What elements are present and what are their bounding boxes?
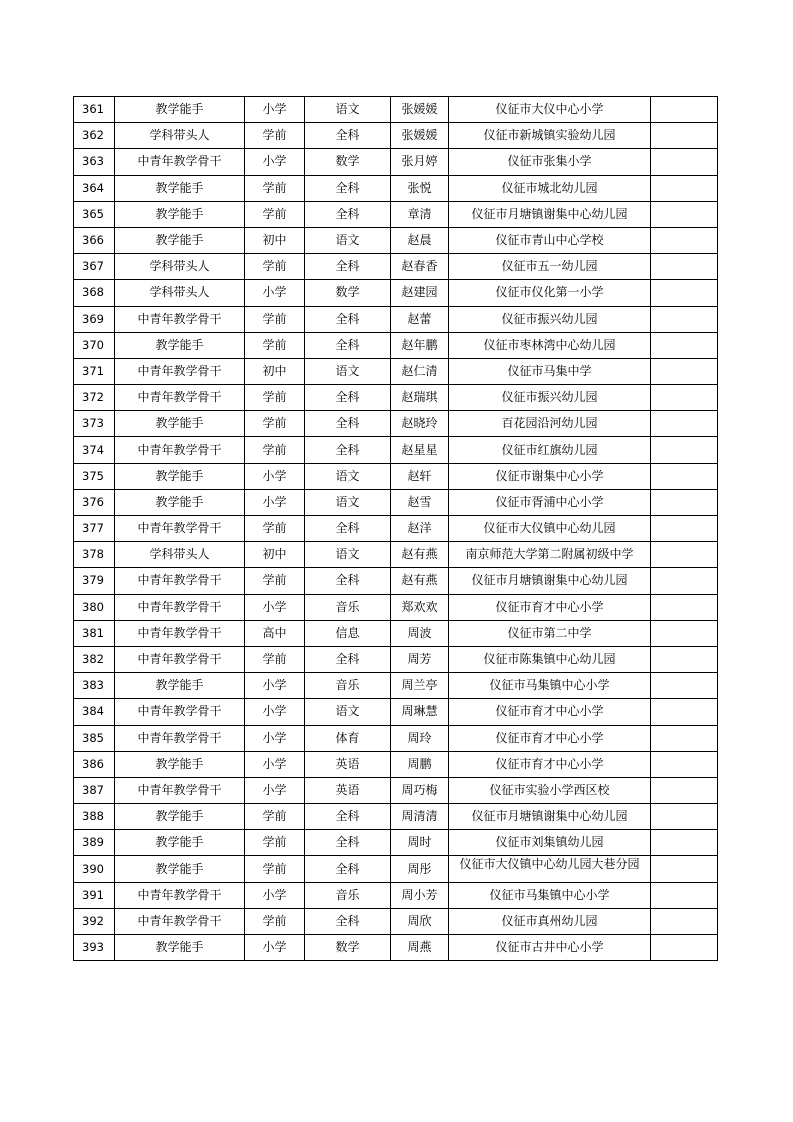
honor-title-cell: 教学能手 [115,332,245,358]
subject-cell: 音乐 [305,882,391,908]
row-number-cell: 387 [74,777,115,803]
table-row [74,411,718,437]
subject-cell: 全科 [305,201,391,227]
row-number-cell: 389 [74,830,115,856]
honor-title-cell: 中青年教学骨干 [115,725,245,751]
table-row [74,306,718,332]
table-row [74,646,718,672]
subject-cell: 语文 [305,97,391,123]
school-name-cell: 仪征市红旗幼儿园 [449,437,651,463]
teacher-name-cell: 赵晨 [391,227,449,253]
subject-cell: 语文 [305,489,391,515]
remark-cell [651,149,718,175]
table-row [74,175,718,201]
row-number-cell: 370 [74,332,115,358]
row-number-cell: 364 [74,175,115,201]
school-stage-cell: 小学 [245,699,305,725]
honor-title-cell: 教学能手 [115,175,245,201]
school-name-cell: 仪征市育才中心小学 [449,725,651,751]
teacher-name-cell: 赵仁清 [391,358,449,384]
honor-title-cell: 教学能手 [115,804,245,830]
remark-cell [651,830,718,856]
school-stage-cell: 小学 [245,280,305,306]
table-row [74,908,718,934]
honor-title-cell: 学科带头人 [115,280,245,306]
table-row [74,594,718,620]
school-stage-cell: 学前 [245,568,305,594]
teacher-name-cell: 赵瑞琪 [391,385,449,411]
honor-title-cell: 中青年教学骨干 [115,882,245,908]
subject-cell: 数学 [305,280,391,306]
honor-title-cell: 学科带头人 [115,254,245,280]
honor-title-cell: 教学能手 [115,97,245,123]
school-stage-cell: 小学 [245,97,305,123]
honor-title-cell: 中青年教学骨干 [115,777,245,803]
teacher-name-cell: 周琳慧 [391,699,449,725]
remark-cell [651,280,718,306]
table-row [74,280,718,306]
school-stage-cell: 学前 [245,516,305,542]
honor-title-cell: 中青年教学骨干 [115,908,245,934]
table-row [74,935,718,961]
remark-cell [651,385,718,411]
school-name-cell: 仪征市古井中心小学 [449,935,651,961]
subject-cell: 全科 [305,437,391,463]
remark-cell [651,175,718,201]
school-name-cell: 仪征市大仪镇中心幼儿园 [449,516,651,542]
honor-title-cell: 学科带头人 [115,542,245,568]
table-row [74,254,718,280]
row-number-cell: 362 [74,123,115,149]
honor-title-cell: 教学能手 [115,673,245,699]
teacher-roster-table [73,96,718,961]
subject-cell: 英语 [305,777,391,803]
school-name-cell: 南京师范大学第二附属初级中学 [449,542,651,568]
subject-cell: 数学 [305,149,391,175]
remark-cell [651,751,718,777]
honor-title-cell: 教学能手 [115,830,245,856]
remark-cell [651,568,718,594]
row-number-cell: 383 [74,673,115,699]
teacher-name-cell: 赵年鹏 [391,332,449,358]
table-row [74,489,718,515]
school-name-cell: 仪征市育才中心小学 [449,594,651,620]
row-number-cell: 381 [74,620,115,646]
school-stage-cell: 学前 [245,175,305,201]
remark-cell [651,411,718,437]
school-stage-cell: 学前 [245,385,305,411]
school-name-cell: 百花园沿河幼儿园 [449,411,651,437]
school-stage-cell: 学前 [245,411,305,437]
table-row [74,516,718,542]
school-stage-cell: 小学 [245,149,305,175]
honor-title-cell: 教学能手 [115,751,245,777]
subject-cell: 全科 [305,411,391,437]
subject-cell: 全科 [305,332,391,358]
row-number-cell: 380 [74,594,115,620]
remark-cell [651,463,718,489]
school-stage-cell: 小学 [245,725,305,751]
table-row [74,699,718,725]
table-row [74,201,718,227]
teacher-name-cell: 赵有燕 [391,542,449,568]
roster-body [74,97,718,961]
table-row [74,385,718,411]
teacher-name-cell: 赵有燕 [391,568,449,594]
row-number-cell: 366 [74,227,115,253]
remark-cell [651,646,718,672]
row-number-cell: 368 [74,280,115,306]
school-stage-cell: 小学 [245,463,305,489]
subject-cell: 语文 [305,542,391,568]
row-number-cell: 371 [74,358,115,384]
table-row [74,542,718,568]
remark-cell [651,254,718,280]
honor-title-cell: 中青年教学骨干 [115,516,245,542]
teacher-name-cell: 赵雪 [391,489,449,515]
teacher-name-cell: 赵洋 [391,516,449,542]
row-number-cell: 379 [74,568,115,594]
table-row [74,804,718,830]
honor-title-cell: 教学能手 [115,856,245,882]
remark-cell [651,673,718,699]
teacher-name-cell: 郑欢欢 [391,594,449,620]
school-name-cell: 仪征市谢集中心小学 [449,463,651,489]
teacher-name-cell: 周燕 [391,935,449,961]
honor-title-cell: 中青年教学骨干 [115,646,245,672]
subject-cell: 语文 [305,358,391,384]
row-number-cell: 372 [74,385,115,411]
row-number-cell: 363 [74,149,115,175]
row-number-cell: 369 [74,306,115,332]
row-number-cell: 375 [74,463,115,489]
remark-cell [651,725,718,751]
row-number-cell: 373 [74,411,115,437]
row-number-cell: 374 [74,437,115,463]
remark-cell [651,620,718,646]
remark-cell [651,332,718,358]
teacher-name-cell: 周玲 [391,725,449,751]
table-row [74,882,718,908]
school-name-cell: 仪征市五一幼儿园 [449,254,651,280]
honor-title-cell: 教学能手 [115,463,245,489]
teacher-name-cell: 赵晓玲 [391,411,449,437]
honor-title-cell: 教学能手 [115,489,245,515]
honor-title-cell: 中青年教学骨干 [115,385,245,411]
table-row [74,97,718,123]
table-row [74,673,718,699]
remark-cell [651,777,718,803]
honor-title-cell: 学科带头人 [115,123,245,149]
row-number-cell: 392 [74,908,115,934]
remark-cell [651,935,718,961]
subject-cell: 全科 [305,516,391,542]
table-row [74,123,718,149]
table-row [74,777,718,803]
row-number-cell: 382 [74,646,115,672]
school-name-cell: 仪征市城北幼儿园 [449,175,651,201]
school-stage-cell: 小学 [245,673,305,699]
school-stage-cell: 高中 [245,620,305,646]
subject-cell: 英语 [305,751,391,777]
school-name-cell: 仪征市振兴幼儿园 [449,306,651,332]
subject-cell: 全科 [305,804,391,830]
table-row [74,358,718,384]
school-name-cell: 仪征市马集镇中心小学 [449,882,651,908]
table-row [74,332,718,358]
school-name-cell: 仪征市育才中心小学 [449,699,651,725]
honor-title-cell: 中青年教学骨干 [115,437,245,463]
honor-title-cell: 中青年教学骨干 [115,620,245,646]
subject-cell: 全科 [305,568,391,594]
teacher-name-cell: 周芳 [391,646,449,672]
honor-title-cell: 教学能手 [115,227,245,253]
subject-cell: 语文 [305,699,391,725]
teacher-name-cell: 张悦 [391,175,449,201]
school-name-cell: 仪征市真州幼儿园 [449,908,651,934]
school-name-cell: 仪征市仪化第一小学 [449,280,651,306]
table-row [74,751,718,777]
teacher-name-cell: 赵建园 [391,280,449,306]
teacher-name-cell: 周欣 [391,908,449,934]
table-row [74,620,718,646]
teacher-name-cell: 周兰亭 [391,673,449,699]
teacher-name-cell: 张媛媛 [391,123,449,149]
teacher-name-cell: 周彤 [391,856,449,882]
honor-title-cell: 中青年教学骨干 [115,306,245,332]
teacher-name-cell: 周波 [391,620,449,646]
table-row [74,463,718,489]
teacher-name-cell: 周巧梅 [391,777,449,803]
remark-cell [651,437,718,463]
row-number-cell: 384 [74,699,115,725]
subject-cell: 语文 [305,463,391,489]
school-stage-cell: 学前 [245,856,305,882]
school-stage-cell: 学前 [245,332,305,358]
subject-cell: 全科 [305,175,391,201]
remark-cell [651,516,718,542]
row-number-cell: 378 [74,542,115,568]
row-number-cell: 367 [74,254,115,280]
honor-title-cell: 中青年教学骨干 [115,568,245,594]
school-name-cell: 仪征市马集镇中心小学 [449,673,651,699]
teacher-name-cell: 赵春香 [391,254,449,280]
school-stage-cell: 学前 [245,830,305,856]
teacher-name-cell: 赵星星 [391,437,449,463]
honor-title-cell: 教学能手 [115,935,245,961]
subject-cell: 全科 [305,306,391,332]
school-stage-cell: 学前 [245,804,305,830]
school-stage-cell: 初中 [245,358,305,384]
school-name-cell: 仪征市张集小学 [449,149,651,175]
subject-cell: 语文 [305,227,391,253]
subject-cell: 音乐 [305,594,391,620]
school-stage-cell: 初中 [245,227,305,253]
remark-cell [651,699,718,725]
row-number-cell: 393 [74,935,115,961]
row-number-cell: 386 [74,751,115,777]
teacher-name-cell: 张媛媛 [391,97,449,123]
honor-title-cell: 教学能手 [115,411,245,437]
table-row [74,856,718,882]
subject-cell: 全科 [305,646,391,672]
school-stage-cell: 学前 [245,123,305,149]
remark-cell [651,804,718,830]
teacher-name-cell: 赵轩 [391,463,449,489]
school-name-cell: 仪征市青山中心学校 [449,227,651,253]
honor-title-cell: 中青年教学骨干 [115,358,245,384]
school-name-cell: 仪征市刘集镇幼儿园 [449,830,651,856]
table-row [74,227,718,253]
row-number-cell: 365 [74,201,115,227]
school-name-cell: 仪征市新城镇实验幼儿园 [449,123,651,149]
row-number-cell: 361 [74,97,115,123]
school-name-cell: 仪征市月塘镇谢集中心幼儿园 [449,568,651,594]
remark-cell [651,201,718,227]
school-stage-cell: 小学 [245,489,305,515]
row-number-cell: 376 [74,489,115,515]
school-stage-cell: 学前 [245,306,305,332]
row-number-cell: 388 [74,804,115,830]
school-name-cell: 仪征市陈集镇中心幼儿园 [449,646,651,672]
school-name-cell: 仪征市大仪中心小学 [449,97,651,123]
teacher-name-cell: 章清 [391,201,449,227]
honor-title-cell: 中青年教学骨干 [115,594,245,620]
teacher-name-cell: 张月婷 [391,149,449,175]
school-name-cell: 仪征市育才中心小学 [449,751,651,777]
table-row [74,149,718,175]
school-name-cell: 仪征市大仪镇中心幼儿园大巷分园 [449,856,651,882]
remark-cell [651,882,718,908]
table-row [74,568,718,594]
remark-cell [651,123,718,149]
subject-cell: 信息 [305,620,391,646]
subject-cell: 全科 [305,856,391,882]
remark-cell [651,306,718,332]
remark-cell [651,227,718,253]
school-stage-cell: 学前 [245,201,305,227]
teacher-name-cell: 周清清 [391,804,449,830]
honor-title-cell: 中青年教学骨干 [115,699,245,725]
school-name-cell: 仪征市月塘镇谢集中心幼儿园 [449,804,651,830]
remark-cell [651,489,718,515]
subject-cell: 全科 [305,830,391,856]
remark-cell [651,856,718,882]
subject-cell: 全科 [305,123,391,149]
school-stage-cell: 初中 [245,542,305,568]
remark-cell [651,97,718,123]
school-stage-cell: 小学 [245,594,305,620]
subject-cell: 全科 [305,254,391,280]
school-name-cell: 仪征市月塘镇谢集中心幼儿园 [449,201,651,227]
row-number-cell: 377 [74,516,115,542]
honor-title-cell: 中青年教学骨干 [115,149,245,175]
school-stage-cell: 学前 [245,254,305,280]
school-stage-cell: 学前 [245,908,305,934]
subject-cell: 全科 [305,908,391,934]
school-name-cell: 仪征市枣林湾中心幼儿园 [449,332,651,358]
table-row [74,830,718,856]
subject-cell: 音乐 [305,673,391,699]
school-stage-cell: 学前 [245,646,305,672]
school-stage-cell: 小学 [245,751,305,777]
subject-cell: 数学 [305,935,391,961]
honor-title-cell: 教学能手 [115,201,245,227]
row-number-cell: 385 [74,725,115,751]
school-stage-cell: 小学 [245,935,305,961]
table-row [74,437,718,463]
school-stage-cell: 学前 [245,437,305,463]
row-number-cell: 391 [74,882,115,908]
subject-cell: 全科 [305,385,391,411]
remark-cell [651,542,718,568]
school-name-cell: 仪征市马集中学 [449,358,651,384]
remark-cell [651,594,718,620]
remark-cell [651,908,718,934]
teacher-name-cell: 赵蕾 [391,306,449,332]
school-name-cell: 仪征市振兴幼儿园 [449,385,651,411]
teacher-name-cell: 周时 [391,830,449,856]
teacher-name-cell: 周鹏 [391,751,449,777]
school-stage-cell: 小学 [245,882,305,908]
school-name-cell: 仪征市胥浦中心小学 [449,489,651,515]
school-name-cell: 仪征市实验小学西区校 [449,777,651,803]
table-row [74,725,718,751]
remark-cell [651,358,718,384]
row-number-cell: 390 [74,856,115,882]
teacher-name-cell: 周小芳 [391,882,449,908]
school-name-cell: 仪征市第二中学 [449,620,651,646]
subject-cell: 体育 [305,725,391,751]
school-stage-cell: 小学 [245,777,305,803]
